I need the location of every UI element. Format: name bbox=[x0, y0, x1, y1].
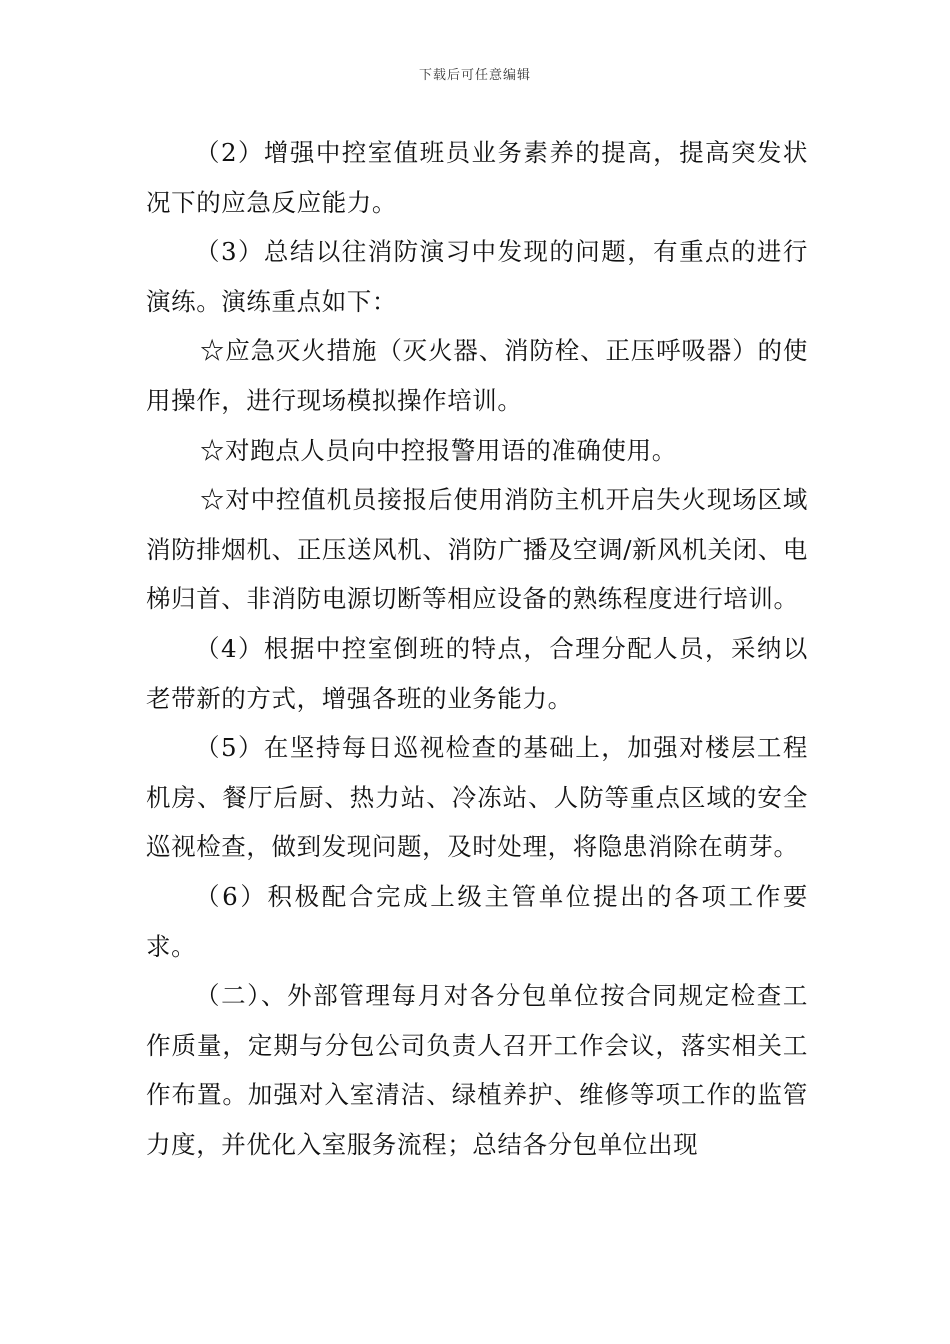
bullet-control-room-training: ☆对中控值机员接报后使用消防主机开启失火现场区域消防排烟机、正压送风机、消防广播及空调/新风机关闭、电梯归首、非消防电源切断等相应设备的熟练程度进行培训。 bbox=[146, 485, 808, 614]
paragraph-item-3: （3）总结以往消防演习中发现的问题，有重点的进行演练。演练重点如下： bbox=[146, 237, 808, 316]
paragraph-item-5: （5）在坚持每日巡视检查的基础上，加强对楼层工程机房、餐厅后厨、热力站、冷冻站、人防等重点区域的安全巡视检查，做到发现问题，及时处理，将隐患消除在萌芽。 bbox=[146, 733, 808, 862]
bullet-fire-measures: ☆应急灭火措施（灭火器、消防栓、正压呼吸器）的使用操作，进行现场模拟操作培训。 bbox=[146, 336, 808, 415]
paragraph-item-2: （2）增强中控室值班员业务素养的提高，提高突发状况下的应急反应能力。 bbox=[146, 138, 808, 217]
document-body bbox=[146, 128, 808, 1169]
bullet-alarm-language: ☆对跑点人员向中控报警用语的准确使用。 bbox=[199, 435, 677, 465]
paragraph-external-management: （二）、外部管理每月对各分包单位按合同规定检查工作质量，定期与分包公司负责人召开工作会议，落实相关工作布置。加强对入室清洁、绿植养护、维修等项工作的监管力度，并优化入室服务流程；总结各分包单位出现 bbox=[146, 981, 808, 1159]
paragraph-item-4: （4）根据中控室倒班的特点，合理分配人员，采纳以老带新的方式，增强各班的业务能力。 bbox=[146, 633, 808, 713]
paragraph-item-6: （6）积极配合完成上级主管单位提出的各项工作要求。 bbox=[146, 881, 808, 961]
page-header: 下载后可任意编辑 bbox=[418, 68, 531, 83]
